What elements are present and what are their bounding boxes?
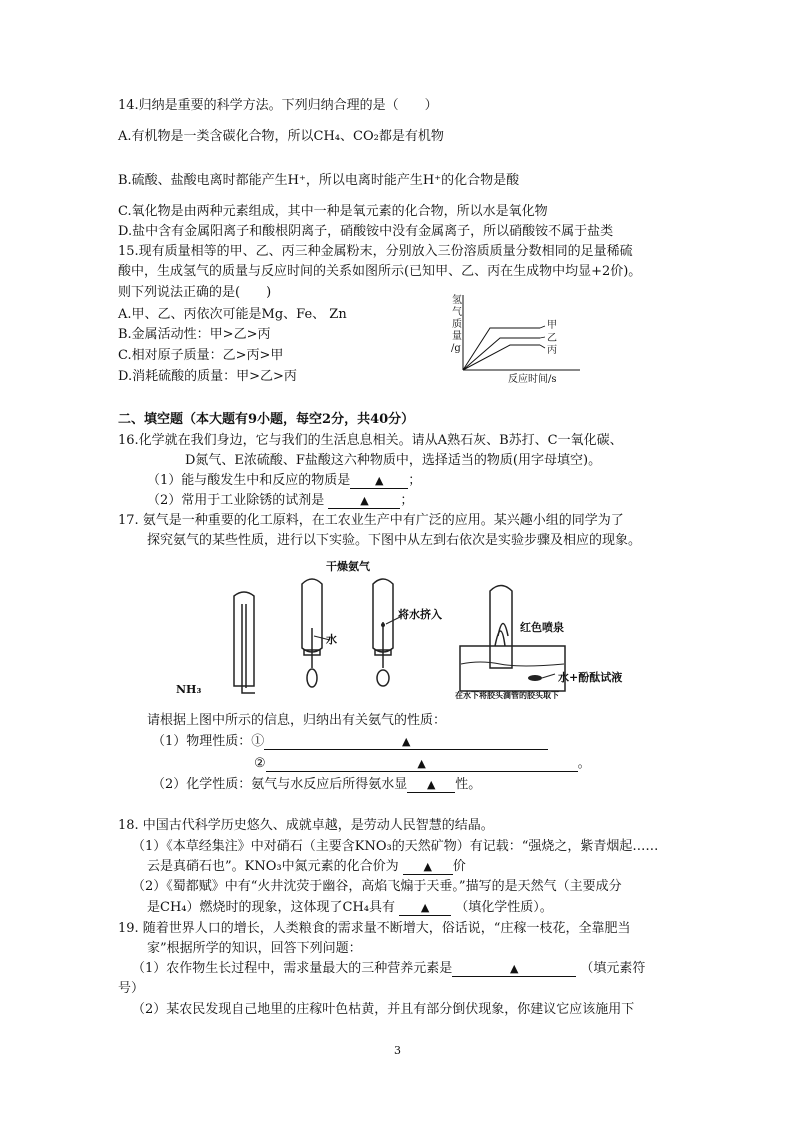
q18-line5 [147, 899, 553, 917]
q14-option-d: D.盐中含有金属阳离子和酸根阴离子，硝酸铵中没有金属离子，所以硝酸铵不属于盐类 [118, 224, 614, 239]
answer-blank[interactable]: ▲ [328, 494, 400, 509]
q17-line2: 探究氨气的某些性质，进行以下实验。下图中从左到右依次是实验步骤及相应的现象。 [147, 533, 642, 548]
q15-option-c: C.相对原子质量：乙>丙>甲 [118, 348, 284, 363]
q19-line4: 号） [118, 981, 145, 996]
q15-stem-line3: 则下列说法正确的是( ) [118, 285, 272, 300]
q17-physical-2-label: ② [254, 756, 266, 771]
q18-line5-text: 是CH₄）燃烧时的现象，这体现了CH₄具有 [147, 900, 395, 915]
q16-part1-text: （1）能与酸发生中和反应的物质是 [147, 473, 351, 488]
q14-stem: 14.归纳是重要的科学方法。下列归纳合理的是（ ） [118, 98, 438, 113]
q16-part2 [147, 492, 413, 510]
step4-fountain [460, 586, 565, 692]
q18-line4: （2）《蜀都赋》中有“火井沈荧于幽谷，高焰飞煽于天垂。”描写的是天然气（主要成分 [132, 879, 622, 894]
series-line-yi [463, 338, 540, 370]
q17-chemical-tail: 性。 [455, 777, 482, 792]
label-red-fountain: 红色喷泉 [520, 621, 564, 634]
q16-line1: 16.化学就在我们身边，它与我们的生活息息相关。请从A熟石灰、B苏打、C一氧化碳、 [118, 433, 623, 448]
q14-option-c: C.氧化物是由两种元素组成，其中一种是氧元素的化合物，所以水是氧化物 [118, 204, 548, 219]
label-water: 水 [326, 633, 337, 646]
step2-tube-with-dropper [302, 579, 322, 687]
q16-part2-text: （2）常用于工业除锈的试剂是 [147, 493, 325, 508]
step3-tube-squeeze [373, 579, 393, 686]
q16-line2: D氮气、E浓硫酸、F盐酸这六种物质中，选择适当的物质(用字母填空)。 [185, 453, 602, 468]
label-dry-ammonia: 干燥氨气 [326, 560, 370, 573]
q17-physical-2 [254, 755, 591, 773]
q18-line3 [147, 858, 466, 876]
q19-line1: 19. 随着世界人口的增长，人类粮食的需求量不断增大，俗话说，“庄稼一枝花，全靠肥当 [118, 921, 631, 936]
q17-chemical-text: （2）化学性质：氨气与水反应后所得氨水显 [152, 777, 408, 792]
series-line-bing [463, 345, 540, 370]
label-nh3: NH₃ [176, 683, 202, 696]
q19-line3-text: （1）农作物生长过程中，需求量最大的三种营养元素是 [132, 961, 453, 976]
q15-option-d: D.消耗硫酸的质量：甲>乙>丙 [118, 369, 297, 384]
graph-xlabel: 反应时间/s [508, 374, 557, 385]
q17-physical-2-end: 。 [577, 756, 591, 771]
q18-line1: 18. 中国古代科学历史悠久、成就卓越，是劳动人民智慧的结晶。 [118, 818, 494, 833]
series-label-yi: 乙 [547, 333, 557, 344]
q15-option-a: A.甲、乙、丙依次可能是Mg、Fe、 Zn [118, 307, 347, 322]
graph-ylabel-5: /g [451, 343, 461, 354]
q14-option-b: B.硫酸、盐酸电离时都能产生H⁺，所以电离时能产生H⁺的化合物是酸 [118, 173, 520, 188]
answer-blank[interactable]: ▲ [264, 735, 548, 750]
q15-stem-line2: 酸中，生成氢气的质量与反应时间的关系如图所示(已知甲、乙、丙在生成物中均显+2价)。 [118, 264, 642, 279]
q19-line2: 家”根据所学的知识，回答下列问题： [147, 941, 362, 956]
q15-option-b: B.金属活动性：甲>乙>丙 [118, 327, 271, 342]
label-water-phenolphthalein: 水+酚酞试液 [558, 671, 623, 684]
q18-line2: （1）《本草经集注》中对硝石（主要含KNO₃的天然矿物）有记载：“强烧之，紫青烟起…… [132, 839, 659, 854]
series-label-bing: 丙 [547, 345, 557, 356]
q18-line3-tail: 价 [452, 859, 466, 874]
label-squeeze-water: 将水挤入 [398, 608, 442, 621]
graph-ylabel-4: 量 [452, 331, 462, 342]
answer-blank[interactable]: ▲ [407, 778, 455, 793]
q19-line3 [132, 960, 645, 978]
graph-ylabel-3: 质 [452, 319, 462, 330]
q15-stem-line1: 15.现有质量相等的甲、乙、丙三种金属粉末，分别放入三份溶质质量分数相同的足量稀硫 [118, 244, 633, 259]
step1-collection-tube [234, 592, 255, 693]
q17-physical-label: （1）物理性质：① [152, 734, 265, 749]
answer-blank[interactable]: ▲ [350, 474, 408, 489]
q19-line3-tail: （填元素符 [580, 961, 646, 976]
answer-blank[interactable]: ▲ [266, 757, 578, 772]
page-number: 3 [394, 1044, 401, 1057]
q14-option-a: A.有机物是一类含碳化合物，所以CH₄、CO₂都是有机物 [118, 129, 444, 144]
graph-ylabel-1: 氢 [452, 295, 462, 306]
q17-line1: 17. 氨气是一种重要的化工原料，在工农业生产中有广泛的应用。某兴趣小组的同学为了 [118, 513, 624, 528]
answer-blank[interactable]: ▲ [399, 901, 451, 916]
series-label-jia: 甲 [547, 320, 557, 331]
figure-caption: 在水下将胶头滴管的胶头取下 [455, 690, 559, 700]
q17-ask: 请根据上图中所示的信息，归纳出有关氨气的性质： [147, 713, 447, 728]
q17-chemical [152, 776, 481, 794]
q16-part1-tail: ； [408, 473, 422, 488]
q16-part1 [147, 472, 421, 490]
answer-blank[interactable]: ▲ [403, 860, 453, 875]
section-title: 二、填空题（本大题有9小题，每空2分，共40分） [118, 412, 415, 427]
q16-part2-tail: ； [400, 493, 414, 508]
q18-line3-text: 云是真硝石也”。KNO₃中氮元素的化合价为 [147, 859, 399, 874]
answer-blank[interactable]: ▲ [452, 962, 576, 977]
q19-line5: （2）某农民发现自己地里的庄稼叶色枯黄，并且有部分倒伏现象，你建议它应该施用下 [132, 1002, 635, 1017]
q17-physical-1 [152, 733, 548, 751]
graph-ylabel-2: 气 [452, 307, 462, 318]
q18-line5-tail: （填化学性质）。 [455, 900, 553, 915]
